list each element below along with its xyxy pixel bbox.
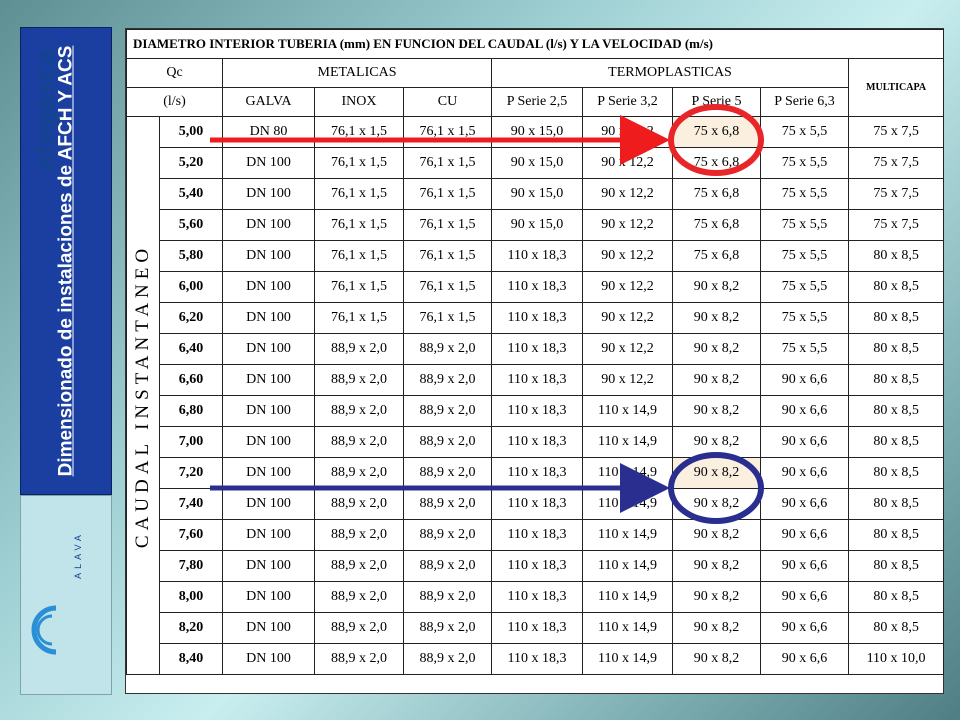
table-cell: DN 100	[223, 272, 315, 303]
table-cell: 76,1 x 1,5	[404, 303, 492, 334]
table-row	[127, 117, 944, 148]
table-cell: 88,9 x 2,0	[315, 334, 404, 365]
table-cell: 90 x 6,6	[761, 365, 849, 396]
table-cell: DN 100	[223, 427, 315, 458]
flow-value-cell: 7,40	[160, 489, 223, 520]
table-cell: 75 x 5,5	[761, 117, 849, 148]
table-cell: 88,9 x 2,0	[315, 458, 404, 489]
table-cell: 75 x 7,5	[849, 210, 944, 241]
flow-value-cell: 6,80	[160, 396, 223, 427]
table-row	[127, 179, 944, 210]
table-cell: 110 x 18,3	[492, 582, 583, 613]
table-cell: 75 x 5,5	[761, 241, 849, 272]
table-cell: 75 x 5,5	[761, 210, 849, 241]
table-cell: 75 x 7,5	[849, 179, 944, 210]
table-cell: 76,1 x 1,5	[315, 272, 404, 303]
table-cell: 88,9 x 2,0	[404, 613, 492, 644]
table-cell: 88,9 x 2,0	[404, 644, 492, 675]
table-cell: 80 x 8,5	[849, 365, 944, 396]
table-cell: 75 x 7,5	[849, 117, 944, 148]
table-cell: DN 100	[223, 179, 315, 210]
table-cell: 80 x 8,5	[849, 272, 944, 303]
column-header: P Serie 5	[673, 88, 761, 117]
column-header: P Serie 3,2	[583, 88, 673, 117]
table-cell: 75 x 6,8	[673, 241, 761, 272]
table-cell: 90 x 8,2	[673, 644, 761, 675]
table-cell: DN 100	[223, 241, 315, 272]
table-cell: 90 x 8,2	[673, 427, 761, 458]
table-cell: 80 x 8,5	[849, 520, 944, 551]
table-cell: 110 x 10,0	[849, 644, 944, 675]
flow-value-cell: 7,60	[160, 520, 223, 551]
table-cell: DN 100	[223, 551, 315, 582]
table-cell: DN 100	[223, 520, 315, 551]
table-cell: 88,9 x 2,0	[404, 334, 492, 365]
table-cell: 88,9 x 2,0	[315, 520, 404, 551]
table-cell: 110 x 18,3	[492, 489, 583, 520]
table-cell: 75 x 6,8	[673, 117, 761, 148]
table-row	[127, 427, 944, 458]
table-cell: 80 x 8,5	[849, 458, 944, 489]
table-cell: 80 x 8,5	[849, 613, 944, 644]
table-cell: DN 100	[223, 334, 315, 365]
sidebar-title: Dimensionado de instalaciones de AFCH Y ACS	[55, 45, 77, 477]
flow-value-cell: 6,20	[160, 303, 223, 334]
flow-value-cell: 5,00	[160, 117, 223, 148]
table-cell: 110 x 18,3	[492, 241, 583, 272]
table-cell: 90 x 15,0	[492, 179, 583, 210]
table-cell: 90 x 8,2	[673, 613, 761, 644]
table-cell: 88,9 x 2,0	[315, 551, 404, 582]
table-cell: 75 x 6,8	[673, 210, 761, 241]
table-cell: 88,9 x 2,0	[404, 551, 492, 582]
pipe-diameter-table	[125, 28, 944, 694]
table-cell: 90 x 8,2	[673, 582, 761, 613]
flow-value-cell: 5,40	[160, 179, 223, 210]
table-cell: 110 x 18,3	[492, 365, 583, 396]
table-cell: 76,1 x 1,5	[315, 241, 404, 272]
table-row	[127, 458, 944, 489]
table-cell: 76,1 x 1,5	[315, 303, 404, 334]
table-cell: 88,9 x 2,0	[315, 489, 404, 520]
table-row	[127, 334, 944, 365]
table-cell: 80 x 8,5	[849, 303, 944, 334]
table-cell: DN 80	[223, 117, 315, 148]
table-cell: DN 100	[223, 644, 315, 675]
table-cell: 90 x 12,2	[583, 148, 673, 179]
table-row	[127, 365, 944, 396]
table-cell: 110 x 14,9	[583, 520, 673, 551]
table-cell: 90 x 6,6	[761, 396, 849, 427]
table-cell: 76,1 x 1,5	[404, 117, 492, 148]
table-cell: 90 x 15,0	[492, 210, 583, 241]
table-cell: 110 x 14,9	[583, 613, 673, 644]
table-row	[127, 582, 944, 613]
table-cell: 110 x 18,3	[492, 334, 583, 365]
table-cell: 90 x 12,2	[583, 334, 673, 365]
table-cell: 80 x 8,5	[849, 551, 944, 582]
column-header: P Serie 2,5	[492, 88, 583, 117]
table-cell: 88,9 x 2,0	[315, 644, 404, 675]
table-cell: 110 x 18,3	[492, 272, 583, 303]
column-header: P Serie 6,3	[761, 88, 849, 117]
table-cell: 76,1 x 1,5	[315, 179, 404, 210]
flow-value-cell: 5,80	[160, 241, 223, 272]
table-cell: 90 x 6,6	[761, 458, 849, 489]
table-cell: 110 x 14,9	[583, 427, 673, 458]
table-cell: DN 100	[223, 303, 315, 334]
table-cell: 75 x 5,5	[761, 303, 849, 334]
flow-value-cell: 6,60	[160, 365, 223, 396]
table-cell: DN 100	[223, 582, 315, 613]
table-cell: 90 x 8,2	[673, 458, 761, 489]
table-cell: 88,9 x 2,0	[404, 520, 492, 551]
table-cell: 88,9 x 2,0	[315, 427, 404, 458]
table-row	[127, 272, 944, 303]
table-cell: 76,1 x 1,5	[315, 210, 404, 241]
flow-value-cell: 8,00	[160, 582, 223, 613]
table-cell: 88,9 x 2,0	[315, 582, 404, 613]
table-cell: DN 100	[223, 148, 315, 179]
flow-value-cell: 7,00	[160, 427, 223, 458]
table-cell: 76,1 x 1,5	[404, 241, 492, 272]
table-cell: 110 x 18,3	[492, 613, 583, 644]
table-cell: 90 x 8,2	[673, 365, 761, 396]
table-cell: 110 x 18,3	[492, 458, 583, 489]
table-cell: 75 x 5,5	[761, 272, 849, 303]
qc-header: Qc	[127, 59, 223, 88]
table-cell: 90 x 12,2	[583, 179, 673, 210]
table-cell: 90 x 12,2	[583, 117, 673, 148]
table-cell: DN 100	[223, 458, 315, 489]
table-cell: 90 x 8,2	[673, 551, 761, 582]
table-cell: 90 x 8,2	[673, 520, 761, 551]
table-row	[127, 520, 944, 551]
logo-panel	[20, 495, 112, 695]
table-row	[127, 644, 944, 675]
table-cell: 88,9 x 2,0	[315, 365, 404, 396]
column-header: CU	[404, 88, 492, 117]
multilayer-group-header: MULTICAPA	[849, 59, 944, 117]
table-cell: 90 x 15,0	[492, 117, 583, 148]
table-cell: 90 x 6,6	[761, 613, 849, 644]
unit-header: (l/s)	[127, 88, 223, 117]
table-cell: 90 x 12,2	[583, 303, 673, 334]
flow-value-cell: 5,20	[160, 148, 223, 179]
table-cell: 76,1 x 1,5	[315, 148, 404, 179]
table-cell: DN 100	[223, 365, 315, 396]
table-row	[127, 396, 944, 427]
flow-value-cell: 5,60	[160, 210, 223, 241]
table-cell: 88,9 x 2,0	[404, 396, 492, 427]
table-cell: 80 x 8,5	[849, 396, 944, 427]
table-cell: DN 100	[223, 396, 315, 427]
table-cell: 110 x 14,9	[583, 489, 673, 520]
table-cell: 80 x 8,5	[849, 427, 944, 458]
flow-value-cell: 8,40	[160, 644, 223, 675]
table-row	[127, 210, 944, 241]
table-cell: 88,9 x 2,0	[404, 365, 492, 396]
table-cell: 80 x 8,5	[849, 489, 944, 520]
flow-value-cell: 6,40	[160, 334, 223, 365]
thermoplastic-group-header: TERMOPLASTICAS	[492, 59, 849, 88]
table-cell: 90 x 6,6	[761, 520, 849, 551]
table-cell: 88,9 x 2,0	[404, 458, 492, 489]
table-row	[127, 303, 944, 334]
table-cell: 110 x 18,3	[492, 303, 583, 334]
table-row	[127, 148, 944, 179]
column-header: INOX	[315, 88, 404, 117]
table-cell: 90 x 12,2	[583, 272, 673, 303]
table-row	[127, 551, 944, 582]
vertical-label: CAUDAL INSTANTANEO	[132, 243, 153, 548]
table-cell: 110 x 14,9	[583, 644, 673, 675]
table-cell: 88,9 x 2,0	[404, 489, 492, 520]
table-cell: 80 x 8,5	[849, 334, 944, 365]
table-cell: 88,9 x 2,0	[315, 396, 404, 427]
logo-ring-icon	[26, 600, 66, 660]
table-row	[127, 613, 944, 644]
table-cell: 110 x 18,3	[492, 427, 583, 458]
table-cell: 76,1 x 1,5	[404, 210, 492, 241]
table-cell: 110 x 14,9	[583, 396, 673, 427]
table-cell: 90 x 8,2	[673, 334, 761, 365]
table-cell: 75 x 5,5	[761, 148, 849, 179]
table-row	[127, 489, 944, 520]
table-cell: 76,1 x 1,5	[404, 148, 492, 179]
table-cell: DN 100	[223, 210, 315, 241]
table-cell: 90 x 15,0	[492, 148, 583, 179]
table-cell: 90 x 8,2	[673, 396, 761, 427]
table-cell: 76,1 x 1,5	[404, 179, 492, 210]
table-cell: 75 x 5,5	[761, 179, 849, 210]
table-cell: 88,9 x 2,0	[315, 613, 404, 644]
flow-value-cell: 6,00	[160, 272, 223, 303]
table-row	[127, 241, 944, 272]
table-cell: 90 x 12,2	[583, 241, 673, 272]
table-cell: 90 x 12,2	[583, 210, 673, 241]
table-cell: 90 x 6,6	[761, 427, 849, 458]
table-cell: 110 x 18,3	[492, 551, 583, 582]
table-cell: 90 x 6,6	[761, 551, 849, 582]
flow-value-cell: 7,20	[160, 458, 223, 489]
logo-wordmark: afogasca	[29, 49, 60, 171]
table-cell: 110 x 18,3	[492, 396, 583, 427]
table-cell: 110 x 18,3	[492, 644, 583, 675]
logo-subtitle: ALAVA	[73, 531, 83, 579]
table-cell: 76,1 x 1,5	[404, 272, 492, 303]
table-cell: 75 x 7,5	[849, 148, 944, 179]
table-cell: 80 x 8,5	[849, 241, 944, 272]
table-cell: 110 x 14,9	[583, 582, 673, 613]
table-title: DIAMETRO INTERIOR TUBERIA (mm) EN FUNCION DEL CAUDAL (l/s) Y LA VELOCIDAD (m/s)	[127, 30, 944, 59]
vertical-label-cell	[127, 117, 160, 675]
table-cell: 90 x 8,2	[673, 272, 761, 303]
table-cell: 90 x 8,2	[673, 303, 761, 334]
table-cell: 110 x 14,9	[583, 458, 673, 489]
table-cell: 80 x 8,5	[849, 582, 944, 613]
table-cell: DN 100	[223, 489, 315, 520]
table-cell: 88,9 x 2,0	[404, 582, 492, 613]
table-cell: DN 100	[223, 613, 315, 644]
metal-group-header: METALICAS	[223, 59, 492, 88]
flow-value-cell: 7,80	[160, 551, 223, 582]
table-cell: 88,9 x 2,0	[404, 427, 492, 458]
table-cell: 75 x 6,8	[673, 148, 761, 179]
table-cell: 75 x 6,8	[673, 179, 761, 210]
table-cell: 90 x 8,2	[673, 489, 761, 520]
table-cell: 90 x 6,6	[761, 582, 849, 613]
table-cell: 90 x 6,6	[761, 489, 849, 520]
column-header: GALVA	[223, 88, 315, 117]
table-cell: 110 x 14,9	[583, 551, 673, 582]
table-cell: 110 x 18,3	[492, 520, 583, 551]
table-cell: 90 x 6,6	[761, 644, 849, 675]
flow-value-cell: 8,20	[160, 613, 223, 644]
table-cell: 76,1 x 1,5	[315, 117, 404, 148]
table-cell: 75 x 5,5	[761, 334, 849, 365]
table-cell: 90 x 12,2	[583, 365, 673, 396]
